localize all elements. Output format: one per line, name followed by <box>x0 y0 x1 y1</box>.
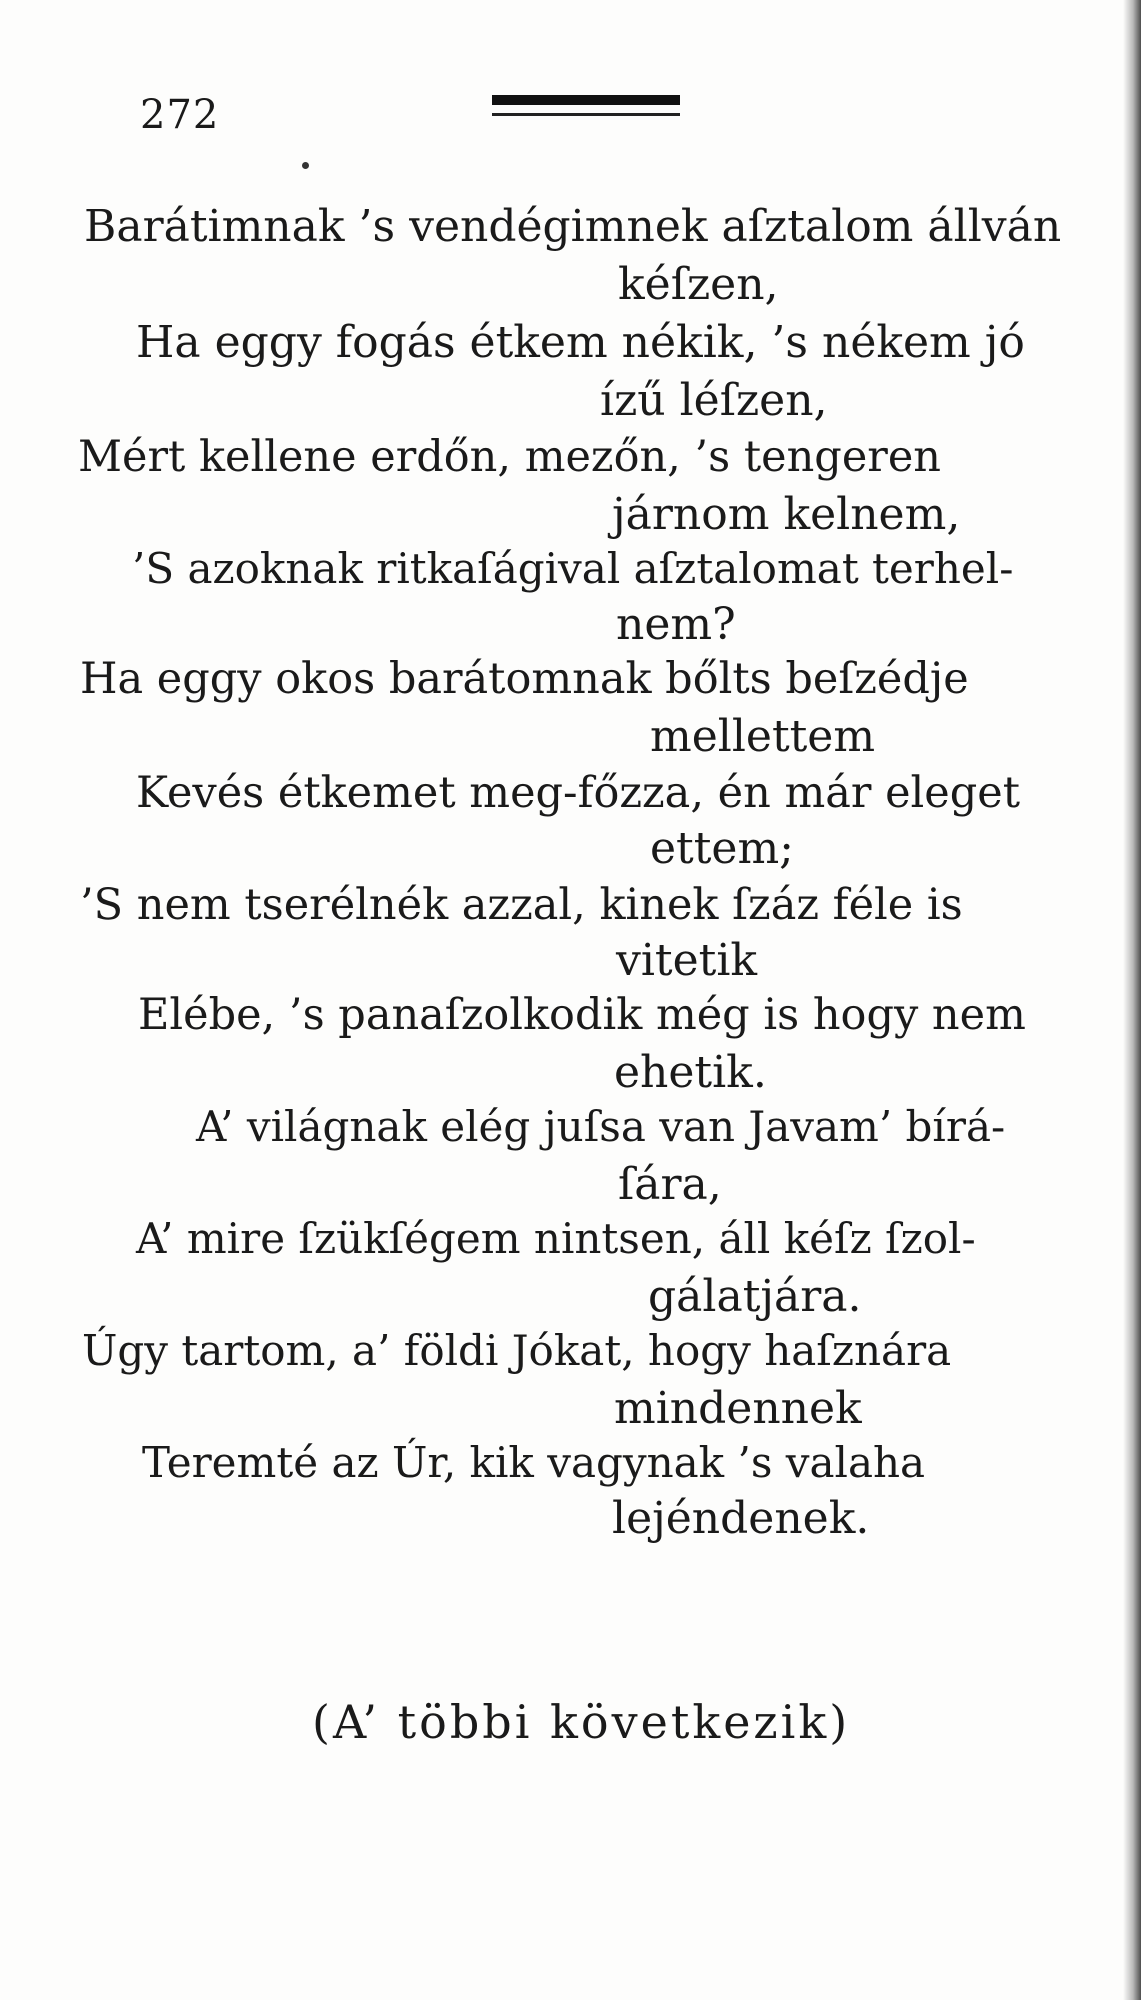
poem-line: Teremté az Úr, kik vagynak ’s valaha <box>142 1438 926 1487</box>
poem-line-continuation: gálatjára. <box>648 1271 862 1322</box>
poem-line-continuation: ettem; <box>650 823 794 874</box>
poem-line-continuation: vitetik <box>616 935 758 986</box>
header-rule-thin <box>492 113 680 116</box>
poem-line: A’ világnak elég juſsa van Javam’ bírá- <box>196 1102 1006 1151</box>
poem-line: Mért kellene erdőn, mezőn, ’s tengeren <box>78 432 941 482</box>
poem-line-continuation: kéſzen, <box>618 259 779 310</box>
poem-line-continuation: nem? <box>616 599 736 650</box>
ink-dot <box>302 162 309 169</box>
poem-line: Elébe, ’s panaſzolkodik még is hogy nem <box>138 990 1026 1040</box>
page-number: 272 <box>140 92 220 138</box>
poem-line: Úgy tartom, a’ földi Jókat, hogy haſznára <box>82 1326 952 1375</box>
poem-line-continuation: ehetik. <box>614 1047 767 1098</box>
poem-line: Ha eggy okos barátomnak bőlts beſzédje <box>80 654 969 704</box>
poem-line-continuation: ſára, <box>618 1159 722 1210</box>
poem-line: Kevés étkemet meg-főzza, én már eleget <box>136 768 1020 818</box>
poem-line-continuation: mindennek <box>614 1383 862 1434</box>
poem-line-continuation: ízű léſzen, <box>600 375 828 426</box>
poem-line-continuation: lejéndenek. <box>612 1493 870 1544</box>
poem-line-continuation: mellettem <box>650 711 876 762</box>
poem-line-continuation: járnom kelnem, <box>612 489 961 540</box>
poem-line: ’S azoknak ritkaſágival aſztalomat terhel- <box>132 544 1014 593</box>
poem-line: Ha eggy fogás étkem nékik, ’s nékem jó <box>136 317 1025 368</box>
poem-line: ’S nem tserélnék azzal, kinek ſzáz féle is <box>80 880 963 930</box>
poem-line: Barátimnak ’s vendégimnek aſztalom állván <box>84 201 1062 252</box>
poem-line: A’ mire ſzükſégem nintsen, áll kéſz ſzol- <box>136 1214 976 1263</box>
continuation-note: (A’ többi következik) <box>312 1695 851 1749</box>
header-rule <box>492 95 680 105</box>
